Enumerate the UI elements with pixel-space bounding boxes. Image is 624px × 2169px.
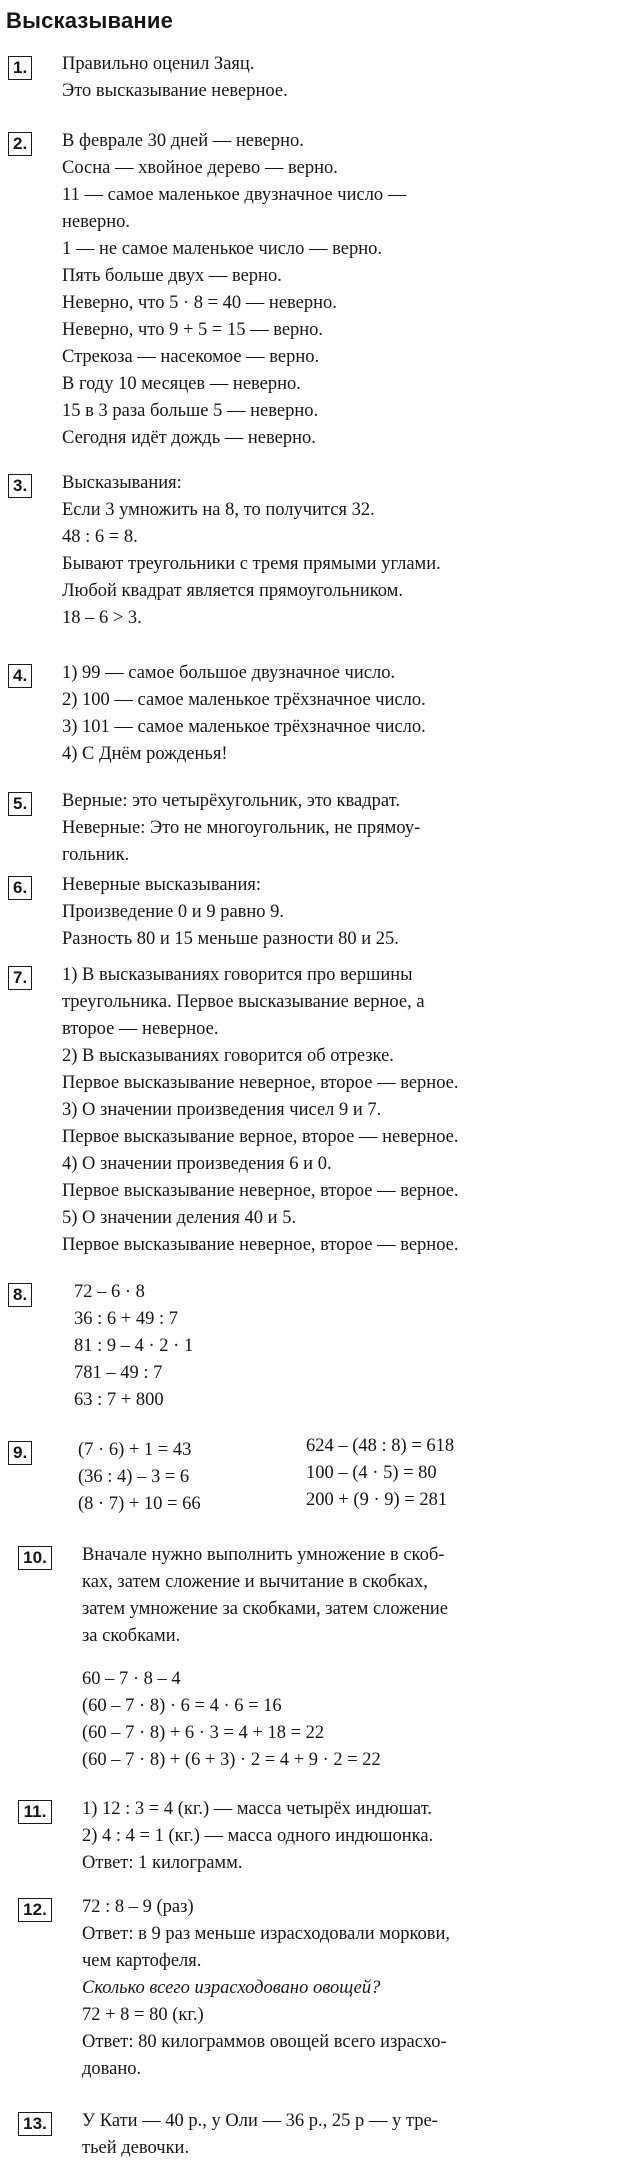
- italic-question: Сколько всего израсходовано овощей?: [82, 1978, 381, 1998]
- text-line: 1) В высказываниях говорится про вершины: [62, 965, 413, 985]
- text-line: Первое высказывание неверное, второе — верное.: [62, 1073, 459, 1093]
- text-line: Стрекоза — насекомое — верно.: [62, 347, 320, 367]
- task-number: 11.: [18, 1800, 52, 1824]
- expression-line: 81 : 9 – 4 · 2 · 1: [74, 1336, 194, 1356]
- text-line: Пять больше двух — верно.: [62, 266, 282, 286]
- equation-line: 200 + (9 · 9) = 281: [306, 1490, 448, 1510]
- expression-line: (60 – 7 · 8) · 6 = 4 · 6 = 16: [82, 1696, 282, 1716]
- task-body: [82, 1796, 614, 1877]
- text-line: У Кати — 40 р., у Оли — 36 р., 25 р — у тре-: [82, 2111, 438, 2131]
- text-line: Первое высказывание неверное, второе — верное.: [62, 1181, 459, 1201]
- task-number: 3.: [8, 474, 32, 498]
- text-line: В феврале 30 дней — неверно.: [62, 131, 304, 151]
- text-line: Первое высказывание верное, второе — неверное.: [62, 1127, 459, 1147]
- expression-line: 36 : 6 + 49 : 7: [74, 1309, 178, 1329]
- task-body: [74, 1279, 614, 1414]
- task-body: [62, 128, 614, 452]
- expression-line: (60 – 7 · 8) + 6 · 3 = 4 + 18 = 22: [82, 1723, 325, 1743]
- expression-line: 63 : 7 + 800: [74, 1390, 164, 1410]
- task-number: 5.: [8, 792, 32, 816]
- text-line: второе — неверное.: [62, 1019, 219, 1039]
- text-line: Правильно оценил Заяц.: [62, 54, 255, 74]
- text-line: довано.: [82, 2059, 142, 2079]
- task-number: 6.: [8, 876, 32, 900]
- equation-column-right: [306, 1433, 454, 1514]
- text-line: 3) 101 — самое маленькое трёхзначное число.: [62, 717, 426, 737]
- text-line: Ответ: 1 килограмм.: [82, 1853, 243, 1873]
- page-title: Высказывание: [6, 8, 174, 33]
- task-number: 2.: [8, 132, 32, 156]
- text-line: 5) О значении деления 40 и 5.: [62, 1208, 297, 1228]
- equation-column-left: [78, 1437, 201, 1518]
- task-body: [82, 2108, 614, 2162]
- expression-line: 781 – 49 : 7: [74, 1363, 163, 1383]
- expression-line: (60 – 7 · 8) + (6 + 3) · 2 = 4 + 9 · 2 = 22: [82, 1750, 381, 1770]
- text-line: тьей девочки.: [82, 2138, 190, 2158]
- text-line: 2) 100 — самое маленькое трёхзначное число.: [62, 690, 426, 710]
- task-body: [62, 788, 614, 869]
- text-line: 2) В высказываниях говорится об отрезке.: [62, 1046, 394, 1066]
- text-line: Разность 80 и 15 меньше разности 80 и 25.: [62, 929, 399, 949]
- text-line: чем картофеля.: [82, 1951, 202, 1971]
- text-line: 72 + 8 = 80 (кг.): [82, 2005, 204, 2025]
- task-body: [82, 1542, 614, 1774]
- task-number: 9.: [8, 1441, 32, 1465]
- task-body: [62, 872, 614, 953]
- task-number: 1.: [8, 56, 32, 80]
- text-line: Это высказывание неверное.: [62, 81, 288, 101]
- text-line: затем умножение за скобками, затем сложение: [82, 1599, 448, 1619]
- task-number: 7.: [8, 966, 32, 990]
- text-line: 3) О значении произведения чисел 9 и 7.: [62, 1100, 382, 1120]
- text-line: 4) О значении произведения 6 и 0.: [62, 1154, 332, 1174]
- text-line: 15 в 3 раза больше 5 — неверно.: [62, 401, 319, 421]
- text-line: неверно.: [62, 212, 130, 232]
- text-line: треугольника. Первое высказывание верное, а: [62, 992, 425, 1012]
- text-line: Неверно, что 5 · 8 = 40 — неверно.: [62, 293, 337, 313]
- text-line: за скобками.: [82, 1626, 181, 1646]
- text-line: Если 3 умножить на 8, то получится 32.: [62, 500, 375, 520]
- text-line: Любой квадрат является прямоугольником.: [62, 581, 404, 601]
- task-number: 12.: [18, 1898, 52, 1922]
- text-line: Ответ: 80 килограммов овощей всего израсхо-: [82, 2032, 447, 2052]
- task-body: [62, 470, 614, 632]
- equation-line: 100 – (4 · 5) = 80: [306, 1463, 437, 1483]
- equation-line: (36 : 4) – 3 = 6: [78, 1467, 190, 1487]
- task-number: 13.: [18, 2112, 52, 2136]
- text-line: Сосна — хвойное дерево — верно.: [62, 158, 338, 178]
- text-line: Верные: это четырёхугольник, это квадрат.: [62, 791, 400, 811]
- task-body: [62, 51, 614, 105]
- equation-line: 624 – (48 : 8) = 618: [306, 1436, 455, 1456]
- task-body: [62, 660, 614, 768]
- text-line: 72 : 8 – 9 (раз): [82, 1897, 194, 1917]
- text-line: 2) 4 : 4 = 1 (кг.) — масса одного индюшонка.: [82, 1826, 434, 1846]
- expression-line: 72 – 6 · 8: [74, 1282, 145, 1302]
- text-line: 4) С Днём рожденья!: [62, 744, 228, 764]
- text-line: Неверно, что 9 + 5 = 15 — верно.: [62, 320, 324, 340]
- text-line: 1 — не самое маленькое число — верно.: [62, 239, 383, 259]
- blank-line: [82, 1650, 614, 1666]
- task-body: [62, 962, 614, 1259]
- task-number: 8.: [8, 1283, 32, 1307]
- text-line: Бывают треугольники с тремя прямыми углами.: [62, 554, 441, 574]
- equation-line: (7 · 6) + 1 = 43: [78, 1440, 192, 1460]
- task-number: 10.: [18, 1546, 52, 1570]
- text-line: Ответ: в 9 раз меньше израсходовали моркови,: [82, 1924, 451, 1944]
- text-line: В году 10 месяцев — неверно.: [62, 374, 301, 394]
- task-body: [82, 1894, 614, 2083]
- expression-line: 60 – 7 · 8 – 4: [82, 1669, 181, 1689]
- text-line: Неверные: Это не многоугольник, не прямоу-: [62, 818, 421, 838]
- equation-line: (8 · 7) + 10 = 66: [78, 1494, 201, 1514]
- text-line: ках, затем сложение и вычитание в скобках,: [82, 1572, 428, 1592]
- text-line: Произведение 0 и 9 равно 9.: [62, 902, 285, 922]
- text-line: 1) 12 : 3 = 4 (кг.) — масса четырёх индюшат.: [82, 1799, 432, 1819]
- task-number: 4.: [8, 664, 32, 688]
- text-line: 11 — самое маленькое двузначное число —: [62, 185, 407, 205]
- text-line: 1) 99 — самое большое двузначное число.: [62, 663, 396, 683]
- text-line: Вначале нужно выполнить умножение в скоб-: [82, 1545, 445, 1565]
- text-line: 48 : 6 = 8.: [62, 527, 138, 547]
- text-line: Высказывания:: [62, 473, 182, 493]
- text-line: 18 – 6 > 3.: [62, 608, 142, 628]
- text-line: Сегодня идёт дождь — неверно.: [62, 428, 316, 448]
- text-line: Первое высказывание неверное, второе — верное.: [62, 1235, 459, 1255]
- text-line: гольник.: [62, 845, 130, 865]
- text-line: Неверные высказывания:: [62, 875, 262, 895]
